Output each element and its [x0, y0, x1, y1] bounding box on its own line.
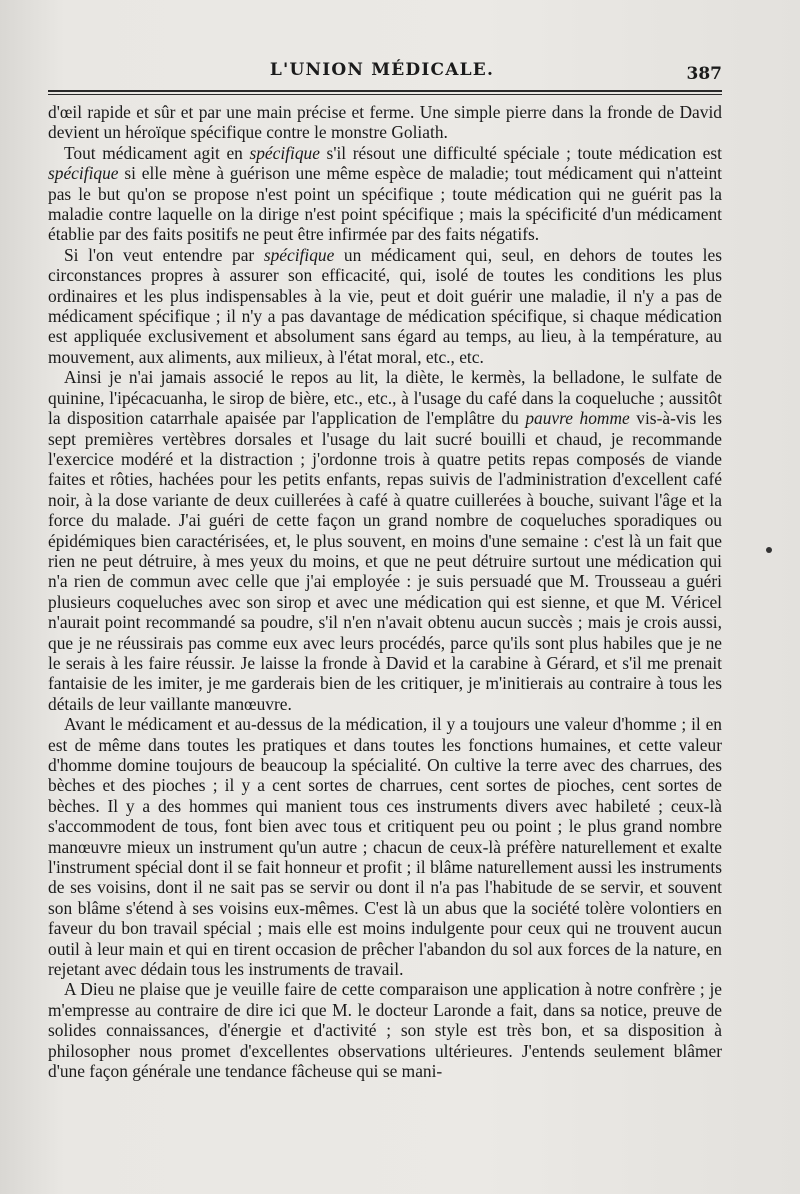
- text-run: Tout médicament agit en: [64, 142, 250, 163]
- article-body: [48, 102, 722, 1082]
- paragraph: [48, 245, 722, 367]
- text-run: Ainsi je n'ai jamais associé le repos au lit, la diète, le kermès, la belladone, le sulfate de quinine, l'ipécacuanha, le sirop de bière, etc., etc., à l'usage du café dans la coqueluche ; aussitôt la disposition catarrhale apaisée par l'application de l'emplâtre du: [48, 367, 722, 429]
- text-run: A Dieu ne plaise que je veuille faire de cette comparaison une application à notre confrère ; je m'empresse au contraire de dire ici que M. le docteur Laronde a fait, dans sa notice, preuve de solides connaissances, d'énergie et d'activité ; son style est très bon, et sa disposition à philosopher nous promet d'excellentes observations ultérieures. J'entends seulement blâmer d'une façon générale une tendance fâcheuse qui se mani-: [48, 979, 722, 1082]
- paragraph: [48, 979, 722, 1081]
- paragraph: [48, 367, 722, 714]
- text-run: un médicament qui, seul, en dehors de toutes les circonstances propres à assurer son efficacité, qui, isolé de toutes les conditions les plus ordinaires et les plus indispensables à la vie, peut et doit guérir une maladie, il n'y a pas de médicament spécifique ; il n'y a pas davantage de médication spécifique, si chaque médication est appliquée exclusivement et absolument sans égard au temps, au lieu, à la température, au mouvement, aux aliments, aux milieux, à l'état moral, etc., etc.: [48, 244, 722, 367]
- page-number: 387: [686, 64, 722, 84]
- italic-term: spécifique: [48, 163, 119, 184]
- header-rule: [48, 90, 722, 95]
- italic-term: spécifique: [263, 244, 335, 265]
- running-title: L'UNION MÉDICALE.: [269, 60, 495, 80]
- paragraph: [48, 143, 722, 245]
- paragraph: [48, 714, 722, 979]
- italic-term: pauvre homme: [525, 408, 630, 429]
- page-header: [48, 58, 722, 88]
- text-run: Avant le médicament et au-dessus de la médication, il y a toujours une valeur d'homme ; il en est de même dans toutes les pratiques et dans toutes les fonctions humaines, et cette valeur d'homme domine toujours de beaucoup la spécialité. On cultive la terre avec des charrues, des bèches et des pioches ; il y a cent sortes de charrues, cent sortes de pioches, cent sortes de bèches. Il y a des hommes qui manient tous ces instruments divers avec habileté ; ceux-là s'accommodent de tous, font bien avec tous et critiquent peu ou point ; le plus grand nombre manœuvre mieux un instrument qu'un autre ; chacun de ceux-là préfère naturellement et exalte l'instrument spécial dont il se fait honneur et profit ; il blâme naturellement aussi les instruments de ses voisins, dont il ne sait pas se servir ou dont il n'a pas l'habitude de se servir, et souvent son blâme s'étend à ses voisins eux-mêmes. C'est là un abus que la société tolère volontiers en faveur du bon travail spécial ; mais elle est moins indulgente pour ceux qui ne trouvent aucun outil à leur main et qui en tirent occasion de prêcher l'abandon du sol aux forces de la nature, en rejetant avec dédain tous les instruments de travail.: [48, 714, 722, 980]
- text-run: si elle mène à guérison une même espèce de maladie; tout médicament qui n'atteint pas le but qu'on se propose n'est point un spécifique ; toute médication qui ne guérit pas la maladie contre laquelle on la dirige n'est point spécifique ; mais la spécificité d'un médicament établie par des faits positifs ne peut être infirmée par des faits négatifs.: [48, 163, 722, 245]
- paragraph: [48, 102, 722, 143]
- ink-speck: [766, 547, 772, 553]
- text-run: d'œil rapide et sûr et par une main précise et ferme. Une simple pierre dans la fronde de David devient un héroïque spécifique contre le monstre Goliath.: [48, 102, 722, 143]
- text-run: vis-à-vis les sept premières vertèbres dorsales et l'usage du lait sucré bouilli et chaud, je recommande l'exercice modéré et la distraction ; j'ordonne trois à quatre petits repas composés de viande faites et rôties, hachées pour les petits enfants, repas suivis de l'administration d'excellent café noir, à la dose variante de deux cuillerées à café à quatre cuillerées à bouche, suivant l'âge et la force du malade. J'ai guéri de cette façon un grand nombre de coqueluches sporadiques ou épidémiques bien caractérisées, et, le plus souvent, en moins d'une semaine : c'est là un fait que rien ne peut détruire, à mes yeux du moins, et que ne peut détruire surtout une médication qui n'a rien de commun avec celle que j'ai employée : je suis persuadé que M. Trousseau a guéri plusieurs coqueluches avec son sirop et avec une médication qui est sienne, et que M. Véricel n'aurait point recommandé sa poudre, s'il n'en n'avait obtenu aucun succès ; mais je crois aussi, que je ne réussirais pas comme eux avec leurs procédés, parce qu'ils sont plus habiles que je ne le serais à les faire réussir. Je laisse la fronde à David et la carabine à Gérard, et s'il me prenait fantaisie de les imiter, je me garderais bien de les critiquer, je m'initierais au contraire à tous les détails de leur vaillante manœuvre.: [48, 408, 723, 714]
- text-run: s'il résout une difficulté spéciale ; toute médication est: [319, 142, 723, 163]
- italic-term: spécifique: [249, 142, 320, 163]
- text-run: Si l'on veut entendre par: [64, 244, 264, 265]
